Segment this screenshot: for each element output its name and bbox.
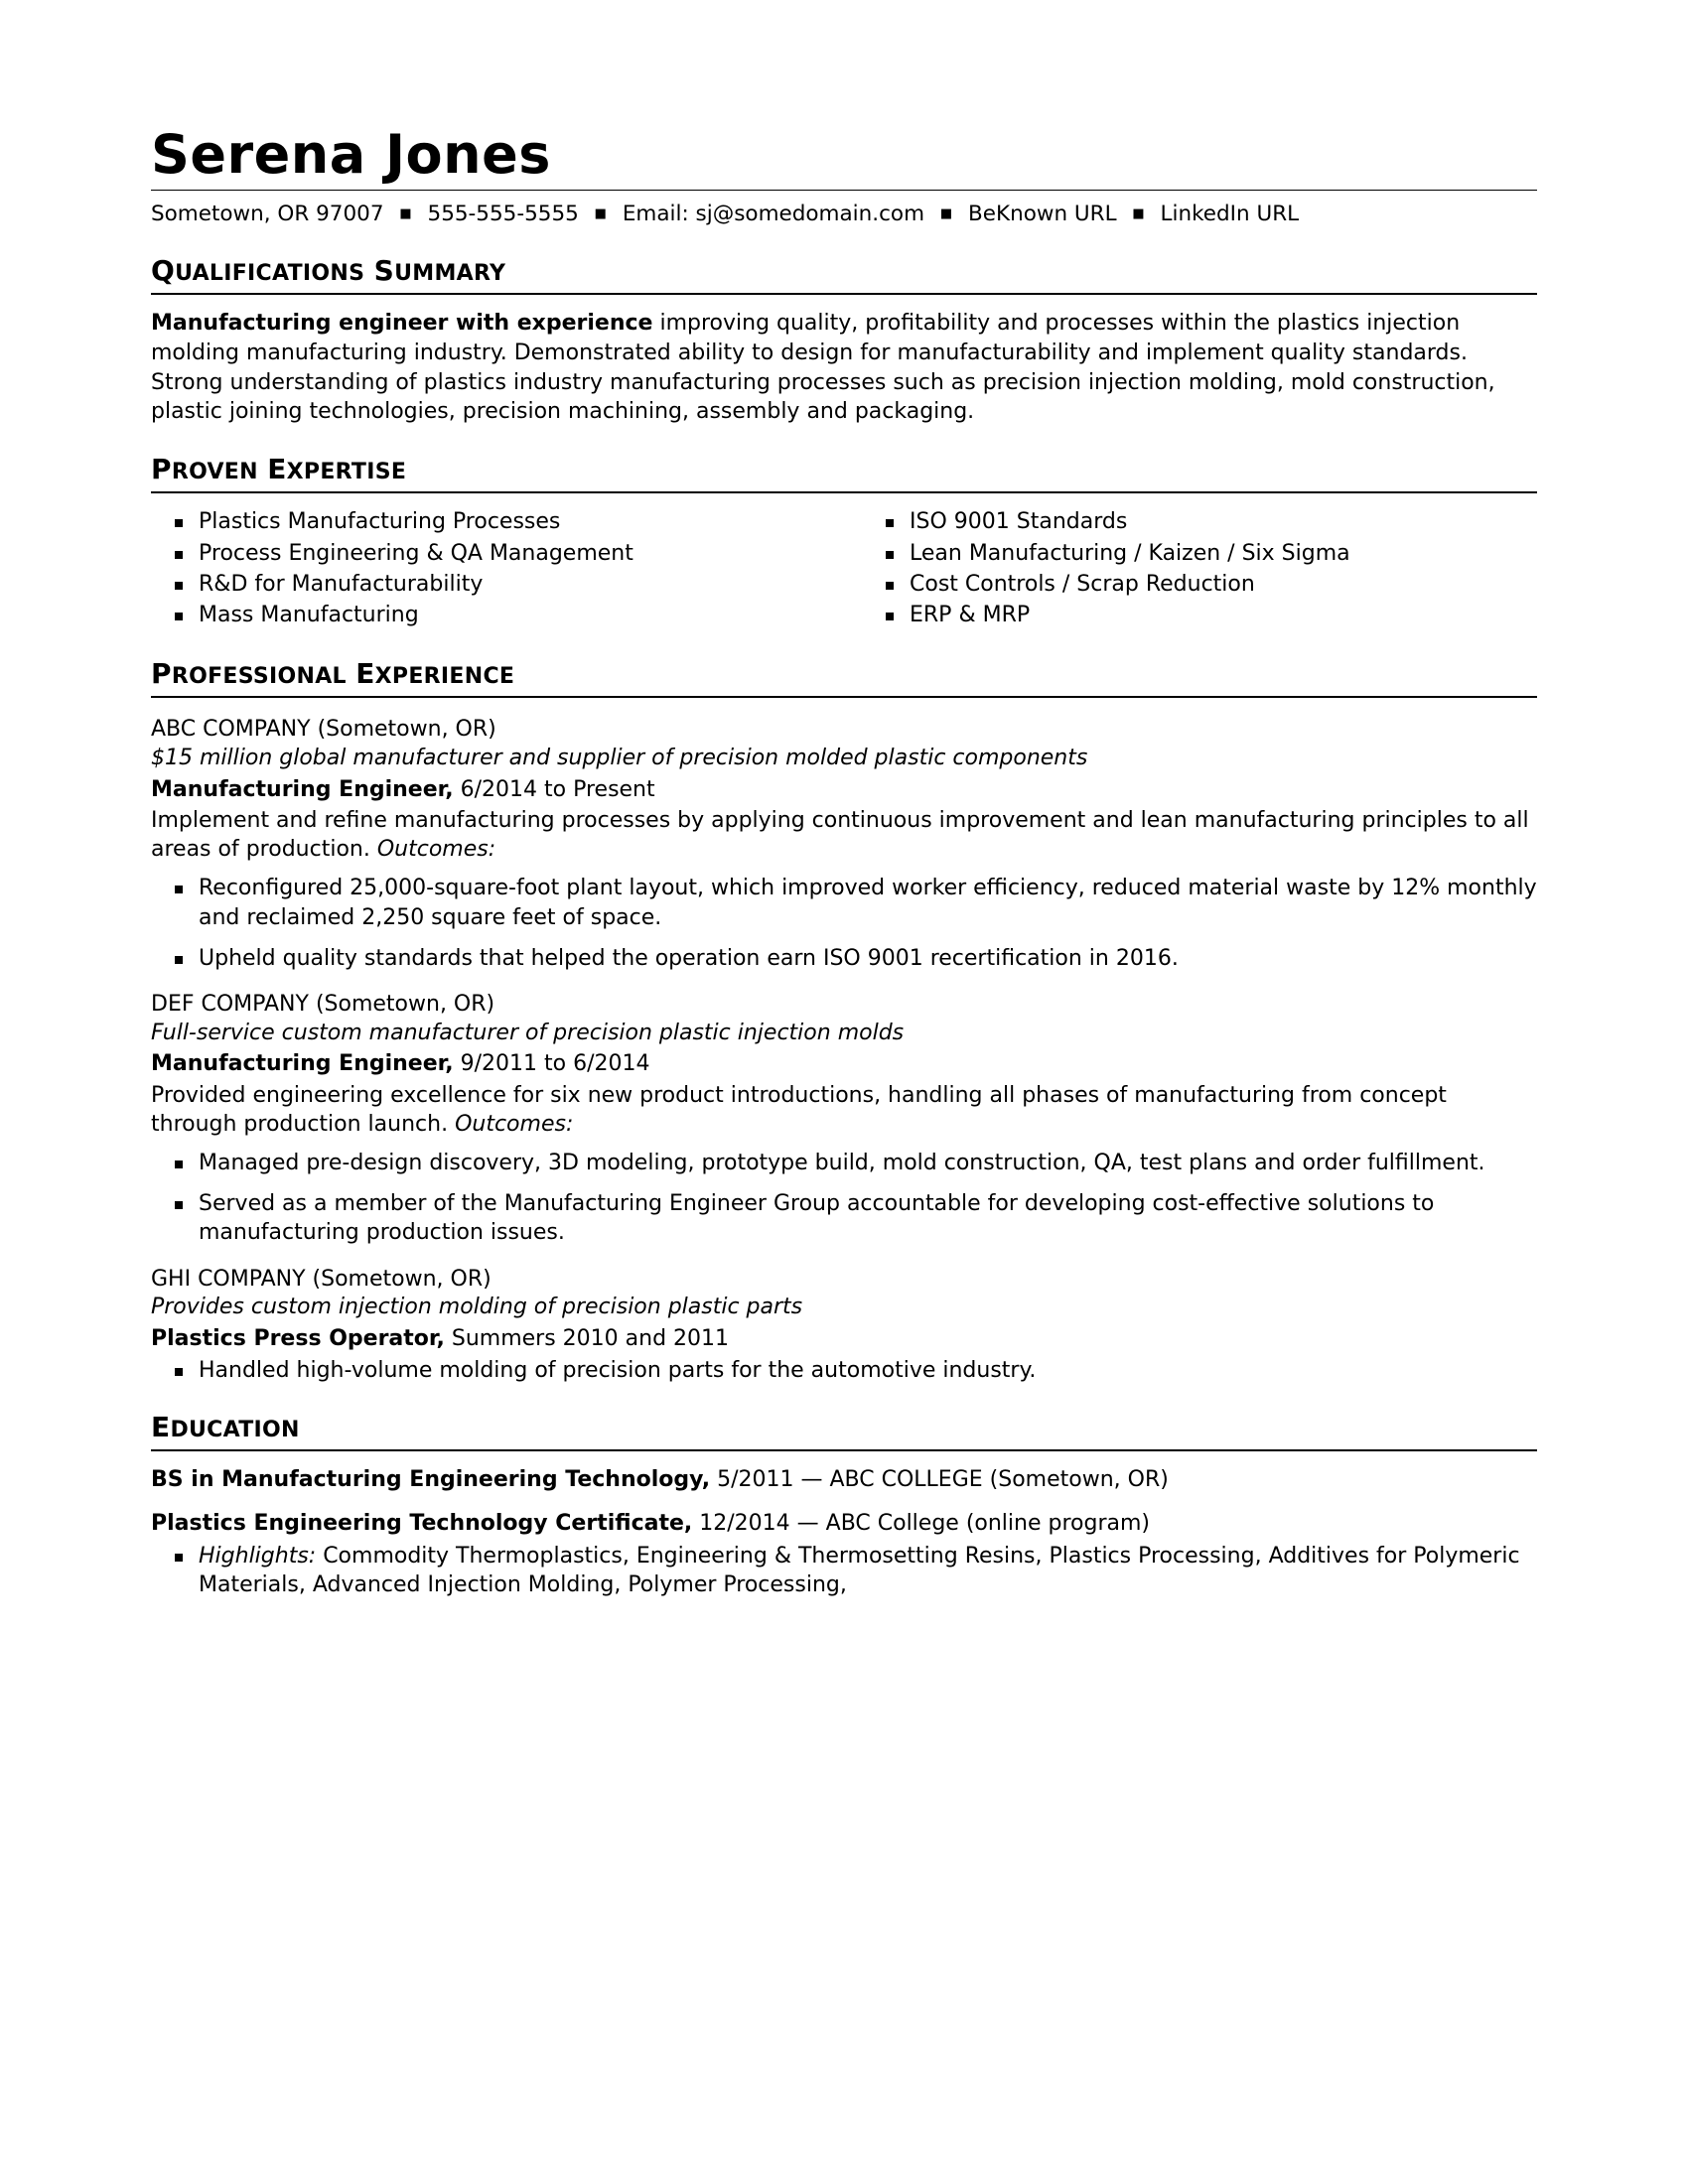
job-title-line <box>151 1049 1537 1079</box>
job-title: Manufacturing Engineer, <box>151 776 454 802</box>
list-item: Served as a member of the Manufacturing Engineer Group accountable for developing cost-effective solutions to manufacturing production issues. <box>151 1189 1537 1248</box>
highlights-label: Highlights: <box>199 1544 317 1570</box>
qualifications-lead: Manufacturing engineer with experience <box>151 310 653 336</box>
highlights-text: Commodity Thermoplastics, Engineering & Thermosetting Resins, Plastics Processing, Additives for Polymeric Materials, Advanced Injection Molding, Polymer Processing, <box>199 1544 1520 1598</box>
job-dates: Summers 2010 and 2011 <box>444 1325 730 1351</box>
job-bullet-list <box>151 874 1537 973</box>
experience-entry <box>151 991 1537 1248</box>
section-title-expertise: PROVEN EXPERTISE <box>151 453 407 486</box>
job-company: GHI COMPANY (Sometown, OR) <box>151 1266 492 1292</box>
list-item: Managed pre-design discovery, 3D modeling, prototype build, mold construction, QA, test plans and order fulfillment. <box>151 1149 1537 1177</box>
contact-separator-icon: ■ <box>1132 205 1145 221</box>
contact-separator-icon: ■ <box>939 205 953 221</box>
list-item: Plastics Manufacturing Processes <box>151 507 844 536</box>
job-company-description: $15 million global manufacturer and supplier of precision molded plastic components <box>151 745 1088 770</box>
contact-beknown: BeKnown URL <box>968 201 1117 226</box>
expertise-columns <box>151 507 1537 631</box>
contact-phone: 555-555-5555 <box>427 201 579 226</box>
qualifications-paragraph <box>151 309 1537 428</box>
section-divider <box>151 1449 1537 1451</box>
job-title: Plastics Press Operator, <box>151 1325 445 1351</box>
experience-entry <box>151 716 1537 973</box>
section-proven-expertise <box>151 453 1537 631</box>
expertise-column-right <box>844 507 1537 631</box>
contact-separator-icon: ■ <box>399 205 412 221</box>
list-item: Handled high-volume molding of precision parts for the automotive industry. <box>151 1356 1537 1385</box>
education-detail: 5/2011 — ABC COLLEGE (Sometown, OR) <box>710 1466 1169 1492</box>
header-divider <box>151 190 1537 191</box>
contact-location: Sometown, OR 97007 <box>151 201 384 226</box>
section-divider <box>151 696 1537 698</box>
education-degree: BS in Manufacturing Engineering Technology, <box>151 1466 711 1492</box>
education-degree: Plastics Engineering Technology Certificate, <box>151 1510 693 1536</box>
list-item: ERP & MRP <box>862 601 1537 629</box>
job-dates: 6/2014 to Present <box>453 776 655 802</box>
contact-line <box>151 200 1537 228</box>
contact-email: Email: sj@somedomain.com <box>622 201 925 226</box>
job-dates: 9/2011 to 6/2014 <box>453 1051 650 1077</box>
section-education <box>151 1411 1537 1600</box>
section-qualifications-summary <box>151 254 1537 428</box>
resume-header <box>151 123 1537 228</box>
job-title-line <box>151 775 1537 805</box>
section-title-education: EDUCATION <box>151 1410 300 1443</box>
list-item: Mass Manufacturing <box>151 601 844 629</box>
list-item: ISO 9001 Standards <box>862 507 1537 536</box>
section-divider <box>151 293 1537 295</box>
education-entry <box>151 1509 1537 1600</box>
education-detail: 12/2014 — ABC College (online program) <box>692 1510 1150 1536</box>
job-bullet-list <box>151 1149 1537 1248</box>
job-title-line <box>151 1324 1537 1354</box>
list-item <box>151 1542 1537 1600</box>
job-bullet-list <box>151 1356 1537 1385</box>
job-outcomes-label: Outcomes: <box>376 837 496 863</box>
job-company: ABC COMPANY (Sometown, OR) <box>151 717 496 743</box>
job-company-description: Full-service custom manufacturer of precision plastic injection molds <box>151 1020 905 1045</box>
contact-linkedin: LinkedIn URL <box>1160 201 1300 226</box>
job-company: DEF COMPANY (Sometown, OR) <box>151 992 495 1018</box>
list-item: Lean Manufacturing / Kaizen / Six Sigma <box>862 539 1537 568</box>
contact-separator-icon: ■ <box>594 205 607 221</box>
expertise-list-right <box>862 507 1537 629</box>
job-summary <box>151 806 1537 864</box>
list-item: Upheld quality standards that helped the operation earn ISO 9001 recertification in 2016. <box>151 944 1537 973</box>
list-item: Reconfigured 25,000-square-foot plant layout, which improved worker efficiency, reduced material waste by 12% monthly and reclaimed 2,250 square feet of space. <box>151 874 1537 932</box>
section-title-experience: PROFESSIONAL EXPERIENCE <box>151 657 515 691</box>
education-entry <box>151 1465 1537 1495</box>
education-line <box>151 1509 1537 1539</box>
education-line <box>151 1465 1537 1495</box>
list-item: R&D for Manufacturability <box>151 570 844 599</box>
expertise-column-left <box>151 507 844 631</box>
expertise-list-left <box>151 507 844 629</box>
section-title-qualifications: QUALIFICATIONS SUMMARY <box>151 253 506 287</box>
section-professional-experience <box>151 657 1537 1385</box>
qualifications-body: improving quality, profitability and processes within the plastics injection molding manufacturing industry. Demonstrated ability to design for manufacturability and implement quality standards. Strong understanding of plastics industry manufacturing processes such as precision injection molding, mold construction, plastic joining technologies, precision machining, assembly and packaging. <box>151 310 1495 425</box>
job-company-description: Provides custom injection molding of precision plastic parts <box>151 1295 803 1320</box>
job-title: Manufacturing Engineer, <box>151 1051 454 1077</box>
candidate-name: Serena Jones <box>151 123 551 186</box>
education-bullet-list <box>151 1542 1537 1600</box>
list-item: Process Engineering & QA Management <box>151 539 844 568</box>
job-outcomes-label: Outcomes: <box>455 1111 574 1137</box>
job-summary <box>151 1081 1537 1139</box>
list-item: Cost Controls / Scrap Reduction <box>862 570 1537 599</box>
job-summary-text: Implement and refine manufacturing processes by applying continuous improvement and lean manufacturing principles to all areas of production. <box>151 808 1529 863</box>
section-divider <box>151 491 1537 493</box>
job-summary-text: Provided engineering excellence for six new product introductions, handling all phases of manufacturing from concept through production launch. <box>151 1082 1447 1137</box>
experience-entry <box>151 1266 1537 1385</box>
